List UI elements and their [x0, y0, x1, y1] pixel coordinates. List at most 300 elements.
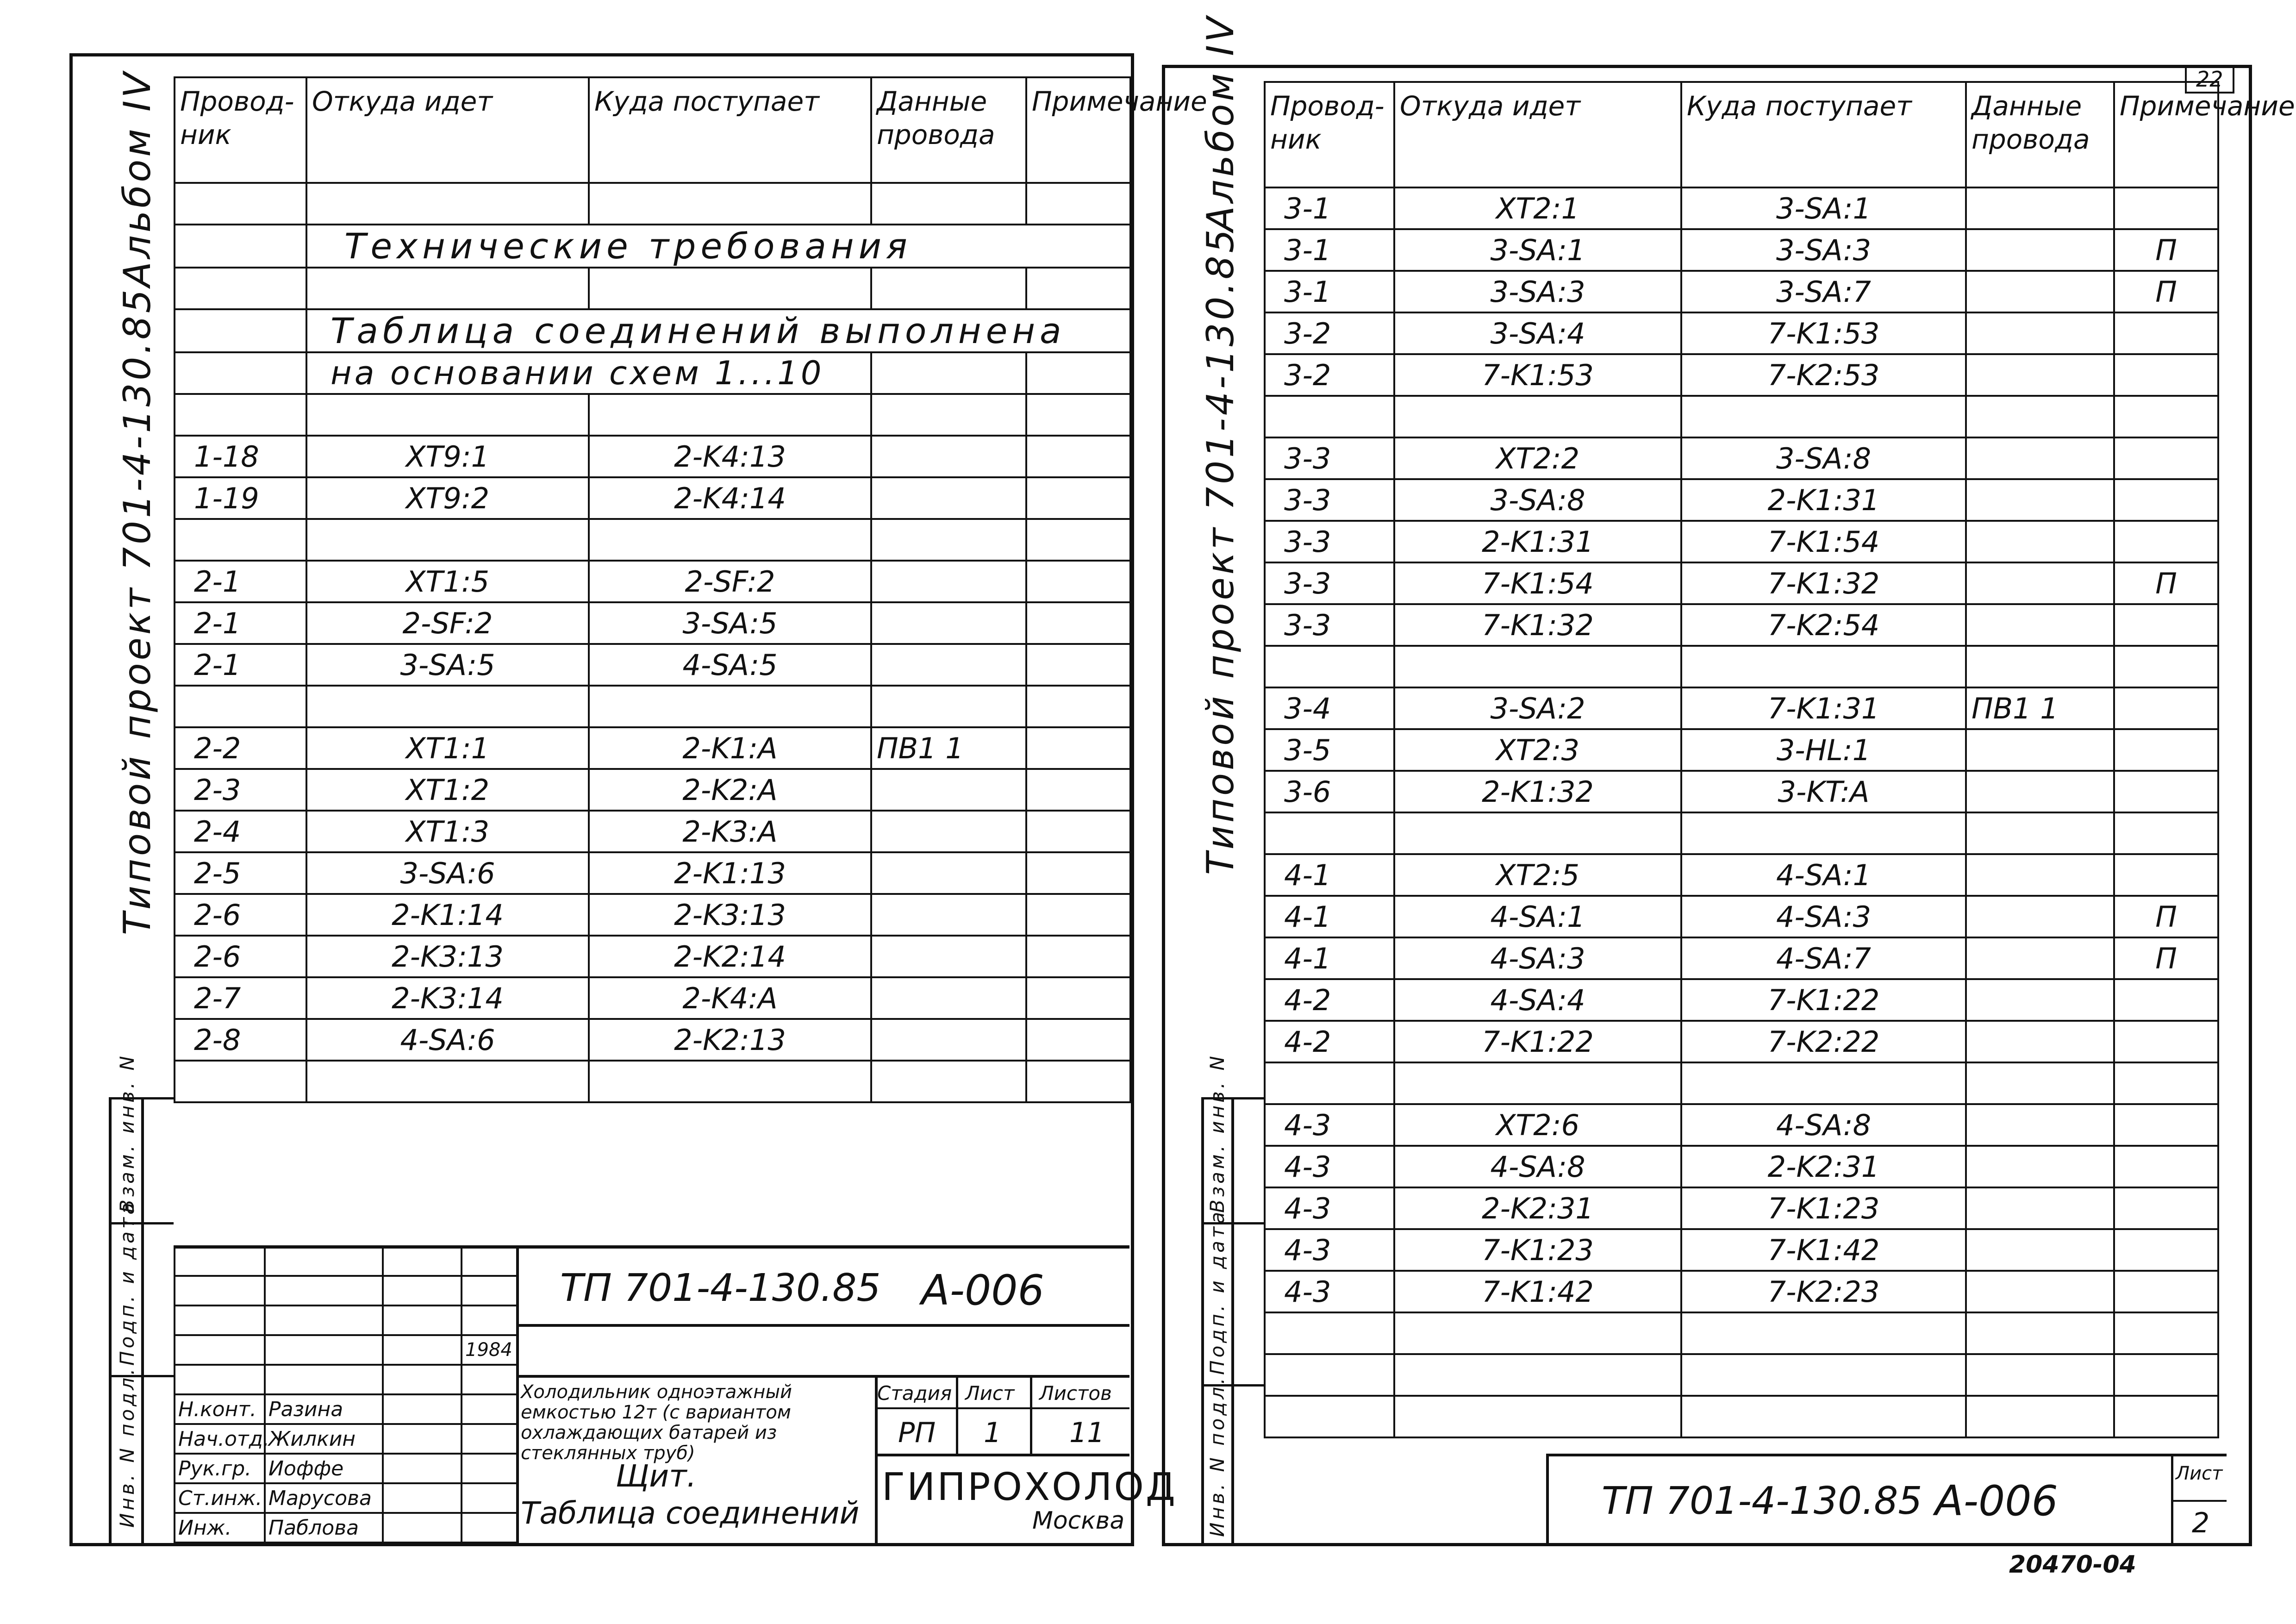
cell-wire-data: [1966, 1187, 2114, 1229]
stamp-role: Инж.: [175, 1513, 265, 1543]
cell-wire-data: [871, 602, 1026, 644]
right-doc-mark: А-006: [1935, 1477, 2058, 1525]
cell-note: П: [2114, 271, 2218, 312]
cell-note: [2114, 1229, 2218, 1271]
left-tb-v4: [1030, 1375, 1032, 1454]
table-row: [175, 1061, 1130, 1102]
cell-to: 2-K3:13: [589, 894, 871, 936]
cell-wire-data: [871, 686, 1026, 727]
cell-note: [2114, 646, 2218, 687]
table-row: [175, 727, 1130, 769]
stamp-date: [462, 1483, 517, 1513]
cell-wire-data: ПВ1 1: [1966, 687, 2114, 729]
table-row: [1265, 229, 2218, 271]
tech-req-line3: на основании схем 1...10: [306, 352, 871, 394]
cell-wire-data: [871, 436, 1026, 477]
col-wire: Провод-ник: [1265, 82, 1394, 187]
cell-note: [1026, 852, 1130, 894]
cell-wire: 3-6: [1265, 771, 1394, 812]
table-row: [1265, 396, 2218, 437]
cell-from: 3-SA:2: [1394, 687, 1681, 729]
cell-wire-data: [1966, 1104, 2114, 1146]
cell-wire-data: [871, 561, 1026, 602]
table-row: [1265, 562, 2218, 604]
cell-note: [2114, 1104, 2218, 1146]
cell-wire-data: [1966, 812, 2114, 854]
table-row: [1265, 521, 2218, 562]
cell-wire: 4-3: [1265, 1271, 1394, 1312]
cell-wire: [1265, 812, 1394, 854]
cell-from: XT2:1: [1394, 187, 1681, 229]
cell-note: [1026, 644, 1130, 686]
cell-note: [1026, 1061, 1130, 1102]
cell-wire-data: [871, 519, 1026, 561]
cell-wire: 3-5: [1265, 729, 1394, 771]
sign-date-left: Подп. и дата: [116, 1199, 138, 1366]
table-row: [1265, 1312, 2218, 1354]
stage-value: РП: [898, 1417, 936, 1449]
cell-from: 7-K1:54: [1394, 562, 1681, 604]
cell-to: 7-K1:53: [1681, 312, 1966, 354]
cell-note: [1026, 936, 1130, 977]
cell-wire: [175, 686, 306, 727]
inv-sub-right: Инв. N подл.: [1206, 1375, 1229, 1537]
cell-to: 7-K2:23: [1681, 1271, 1966, 1312]
table-row: [175, 686, 1130, 727]
cell-to: 7-K1:42: [1681, 1229, 1966, 1271]
org-city: Москва: [1032, 1507, 1125, 1535]
cell-from: 4-SA:3: [1394, 937, 1681, 979]
cell-from: [1394, 1312, 1681, 1354]
table-row: [175, 561, 1130, 602]
stamp-signature: [383, 1513, 462, 1543]
cell-wire-data: ПВ1 1: [871, 727, 1026, 769]
table-row: [175, 894, 1130, 936]
cell-note: [2114, 1146, 2218, 1187]
cell-from: XT9:1: [306, 436, 589, 477]
cell-to: [1681, 1396, 1966, 1437]
cell-to: 3-SA:8: [1681, 437, 1966, 479]
cell-to: [1681, 1312, 1966, 1354]
cell-note: [2114, 396, 2218, 437]
cell-to: 7-K2:53: [1681, 354, 1966, 396]
table-row: [1265, 854, 2218, 896]
cell-wire: [1265, 396, 1394, 437]
cell-note: П: [2114, 896, 2218, 937]
table-row: [1265, 354, 2218, 396]
cell-from: 7-K1:23: [1394, 1229, 1681, 1271]
cell-wire: 4-1: [1265, 896, 1394, 937]
cell-to: 2-K1:A: [589, 727, 871, 769]
cell-wire-data: [1966, 1396, 2114, 1437]
cell-wire-data: [1966, 1229, 2114, 1271]
cell-wire-data: [871, 852, 1026, 894]
drawing-name-1: Щит.: [616, 1458, 697, 1494]
cell-wire: 3-2: [1265, 354, 1394, 396]
cell-wire-data: [871, 811, 1026, 852]
cell-wire-data: [1966, 771, 2114, 812]
stamp-role: Рук.гр.: [175, 1454, 265, 1483]
stamp-row: [175, 1424, 517, 1454]
cell-to: 3-KT:A: [1681, 771, 1966, 812]
left-connection-table: [174, 76, 1207, 1103]
cell-note: [1026, 811, 1130, 852]
left-tb-h5: [875, 1407, 1129, 1409]
cell-wire: 3-3: [1265, 604, 1394, 646]
cell-wire: 4-3: [1265, 1146, 1394, 1187]
inv-replace-right: Взам. инв. N: [1206, 1053, 1229, 1213]
table-row: [1265, 687, 2218, 729]
cell-note: П: [2114, 229, 2218, 271]
cell-wire: 2-3: [175, 769, 306, 811]
cell-wire: 3-3: [1265, 562, 1394, 604]
stamp-signature: [383, 1483, 462, 1513]
cell-to: 4-SA:5: [589, 644, 871, 686]
cell-wire: 3-3: [1265, 479, 1394, 521]
table-row: [175, 811, 1130, 852]
left-tb-v3: [956, 1375, 958, 1454]
cell-wire-data: [1966, 937, 2114, 979]
cell-note: [1026, 561, 1130, 602]
cell-note: [2114, 1354, 2218, 1396]
cell-from: 4-SA:4: [1394, 979, 1681, 1021]
left-side-stamp-border-2: [141, 1097, 144, 1546]
cell-wire: [1265, 646, 1394, 687]
cell-wire-data: [1966, 1021, 2114, 1062]
cell-wire: 4-3: [1265, 1104, 1394, 1146]
cell-from: 2-K1:32: [1394, 771, 1681, 812]
table-row: [1265, 937, 2218, 979]
cell-wire: 3-2: [1265, 312, 1394, 354]
cell-wire-data: [871, 769, 1026, 811]
cell-to: 2-K1:31: [1681, 479, 1966, 521]
cell-to: 3-SA:7: [1681, 271, 1966, 312]
year: 1984: [462, 1335, 517, 1365]
cell-wire: 3-1: [1265, 187, 1394, 229]
cell-note: [2114, 729, 2218, 771]
cell-to: 7-K2:54: [1681, 604, 1966, 646]
cell-wire-data: [1966, 271, 2114, 312]
left-tb-h4: [875, 1454, 1129, 1456]
cell-wire-data: [1966, 187, 2114, 229]
cell-to: 7-K1:23: [1681, 1187, 1966, 1229]
cell-wire-data: [1966, 521, 2114, 562]
table-row: [1265, 1354, 2218, 1396]
table-row: [1265, 437, 2218, 479]
cell-note: [2114, 479, 2218, 521]
cell-from: 3-SA:5: [306, 644, 589, 686]
cell-from: 3-SA:4: [1394, 312, 1681, 354]
cell-note: [2114, 1271, 2218, 1312]
project-label-left: Типовой проект 701-4-130.85: [116, 287, 159, 935]
cell-wire-data: [871, 894, 1026, 936]
cell-note: [2114, 521, 2218, 562]
cell-wire: 2-1: [175, 602, 306, 644]
cell-wire-data: [1966, 979, 2114, 1021]
cell-note: [2114, 812, 2218, 854]
cell-note: [2114, 979, 2218, 1021]
cell-from: XT1:5: [306, 561, 589, 602]
cell-wire: 2-2: [175, 727, 306, 769]
cell-from: XT2:5: [1394, 854, 1681, 896]
cell-wire-data: [1966, 604, 2114, 646]
cell-wire: 3-4: [1265, 687, 1394, 729]
cell-wire: 3-3: [1265, 437, 1394, 479]
cell-wire-data: [1966, 479, 2114, 521]
stamp-date: [462, 1454, 517, 1483]
cell-note: [1026, 519, 1130, 561]
left-header-row: [175, 77, 1130, 183]
cell-wire: 2-4: [175, 811, 306, 852]
stamp-name: Жилкин: [265, 1424, 383, 1454]
col-to: Куда поступает: [589, 77, 871, 183]
cell-to: 2-K1:13: [589, 852, 871, 894]
col-wire-data: Данные провода: [1966, 82, 2114, 187]
cell-wire-data: [1966, 396, 2114, 437]
cell-from: 4-SA:8: [1394, 1146, 1681, 1187]
cell-to: 4-SA:8: [1681, 1104, 1966, 1146]
cell-from: XT9:2: [306, 477, 589, 519]
cell-wire: 2-8: [175, 1019, 306, 1061]
table-row: [1265, 896, 2218, 937]
cell-from: XT1:3: [306, 811, 589, 852]
cell-to: [1681, 1062, 1966, 1104]
table-row: [1265, 1104, 2218, 1146]
cell-wire-data: [1966, 1312, 2114, 1354]
cell-to: 7-K1:31: [1681, 687, 1966, 729]
cell-from: [306, 1061, 589, 1102]
table-row: [1265, 771, 2218, 812]
cell-note: [1026, 602, 1130, 644]
sheet-value: 1: [984, 1417, 1002, 1449]
cell-from: 7-K1:22: [1394, 1021, 1681, 1062]
table-row: [1265, 1062, 2218, 1104]
cell-to: 4-SA:1: [1681, 854, 1966, 896]
cell-wire-data: [1966, 1354, 2114, 1396]
right-side-stamp-border: [1201, 1097, 1204, 1546]
cell-note: П: [2114, 937, 2218, 979]
stamp-row: [175, 1483, 517, 1513]
table-row: [1265, 604, 2218, 646]
table-row: [175, 977, 1130, 1019]
cell-note: [1026, 1019, 1130, 1061]
cell-from: 2-K2:31: [1394, 1187, 1681, 1229]
cell-to: 3-SA:5: [589, 602, 871, 644]
drawing-name-2: Таблица соединений: [521, 1495, 860, 1531]
cell-note: [2114, 312, 2218, 354]
cell-note: П: [2114, 562, 2218, 604]
cell-to: [1681, 396, 1966, 437]
right-tb-h: [2171, 1500, 2227, 1502]
stamp-name: Паблова: [265, 1513, 383, 1543]
cell-wire-data: [1966, 562, 2114, 604]
project-label-right: Типовой проект 701-4-130.85: [1199, 226, 1242, 875]
cell-note: [2114, 854, 2218, 896]
tech-req-line2: Таблица соединений выполнена: [306, 309, 1130, 352]
cell-from: XT2:2: [1394, 437, 1681, 479]
right-tb-left: [1546, 1454, 1549, 1546]
album-label-left: Альбом IV: [116, 69, 159, 287]
cell-from: [1394, 396, 1681, 437]
stamp-signature: [383, 1424, 462, 1454]
table-row: [1265, 1187, 2218, 1229]
cell-to: [1681, 812, 1966, 854]
cell-from: 2-SF:2: [306, 602, 589, 644]
col-to: Куда поступает: [1681, 82, 1966, 187]
cell-from: 7-K1:32: [1394, 604, 1681, 646]
stamp-name: Разина: [265, 1394, 383, 1424]
cell-note: [1026, 894, 1130, 936]
table-row: [1265, 1146, 2218, 1187]
cell-from: [1394, 1354, 1681, 1396]
cell-from: 2-K1:31: [1394, 521, 1681, 562]
album-label-right: Альбом IV: [1199, 14, 1242, 231]
table-row: [1265, 271, 2218, 312]
stamp-name: Иоффе: [265, 1454, 383, 1483]
table-row: [175, 644, 1130, 686]
table-row: [175, 769, 1130, 811]
cell-from: [306, 686, 589, 727]
cell-note: [2114, 1021, 2218, 1062]
stamp-name: Марусова: [265, 1483, 383, 1513]
cell-to: 2-K3:A: [589, 811, 871, 852]
cell-wire: 2-6: [175, 936, 306, 977]
cell-to: 2-K4:13: [589, 436, 871, 477]
right-side-stamp-border-2: [1231, 1097, 1234, 1546]
table-row: [1265, 729, 2218, 771]
right-connection-table: [1264, 81, 2295, 1438]
cell-wire: [1265, 1354, 1394, 1396]
org-name: ГИПРОХОЛОД: [882, 1465, 1177, 1509]
cell-wire: 4-3: [1265, 1229, 1394, 1271]
cell-note: [1026, 727, 1130, 769]
sheets-label: Листов: [1039, 1382, 1112, 1405]
table-row: [1265, 1271, 2218, 1312]
cell-from: 7-K1:53: [1394, 354, 1681, 396]
bottom-code: 20470-04: [2009, 1551, 2136, 1579]
right-sheet-value: 2: [2192, 1507, 2210, 1539]
cell-to: 2-K4:A: [589, 977, 871, 1019]
right-sheet-label: Лист: [2176, 1463, 2223, 1484]
cell-to: 2-K4:14: [589, 477, 871, 519]
stamp-date: [462, 1513, 517, 1543]
cell-note: [2114, 187, 2218, 229]
cell-from: 7-K1:42: [1394, 1271, 1681, 1312]
right-tb-top: [1546, 1454, 2227, 1456]
stamp-row: [175, 1454, 517, 1483]
sheets-value: 11: [1069, 1417, 1105, 1449]
left-tb-h2: [516, 1324, 1129, 1327]
cell-from: [1394, 646, 1681, 687]
cell-to: 7-K1:54: [1681, 521, 1966, 562]
left-doc-mark: А-006: [921, 1266, 1044, 1315]
cell-to: [589, 686, 871, 727]
cell-wire: 4-2: [1265, 979, 1394, 1021]
col-note: Примечание: [2114, 82, 2218, 187]
table-row: [175, 852, 1130, 894]
right-header-row: [1265, 82, 2218, 187]
cell-to: 2-K2:A: [589, 769, 871, 811]
right-doc-code: ТП 701-4-130.85: [1602, 1479, 1922, 1523]
cell-note: [2114, 1312, 2218, 1354]
cell-wire-data: [871, 936, 1026, 977]
cell-to: 2-K2:31: [1681, 1146, 1966, 1187]
cell-to: 4-SA:3: [1681, 896, 1966, 937]
cell-from: 3-SA:6: [306, 852, 589, 894]
inv-replace-left: Взам. инв. N: [116, 1053, 138, 1213]
cell-wire: 2-1: [175, 644, 306, 686]
stamp-date: [462, 1424, 517, 1454]
stamp-date: [462, 1394, 517, 1424]
sign-date-right: Подп. и дата: [1206, 1209, 1229, 1375]
left-tb-h3: [516, 1375, 1129, 1378]
cell-wire: 3-3: [1265, 521, 1394, 562]
cell-from: [1394, 812, 1681, 854]
cell-note: [1026, 477, 1130, 519]
cell-wire: 1-18: [175, 436, 306, 477]
cell-note: [2114, 1062, 2218, 1104]
table-row: [175, 1019, 1130, 1061]
cell-to: 7-K1:22: [1681, 979, 1966, 1021]
left-side-stamp-border: [109, 1097, 112, 1546]
cell-wire: [1265, 1312, 1394, 1354]
tech-req-line1: Технические требования: [306, 225, 1130, 268]
table-row: [1265, 646, 2218, 687]
cell-note: [2114, 771, 2218, 812]
object-name: Холодильник одноэтажный емкостью 12т (с вариантом охлаждающих батарей из стеклянных труб): [521, 1381, 792, 1464]
col-from: Откуда идет: [306, 77, 589, 183]
cell-to: 3-HL:1: [1681, 729, 1966, 771]
cell-wire-data: [1966, 1271, 2114, 1312]
cell-from: XT2:3: [1394, 729, 1681, 771]
table-row: [175, 936, 1130, 977]
stamp-row: [175, 1513, 517, 1543]
cell-wire: 4-2: [1265, 1021, 1394, 1062]
cell-wire: 4-1: [1265, 937, 1394, 979]
cell-wire: 2-1: [175, 561, 306, 602]
table-row: [1265, 812, 2218, 854]
cell-from: 3-SA:3: [1394, 271, 1681, 312]
sheet-label: Лист: [965, 1382, 1015, 1405]
stamp-role: Н.конт.: [175, 1394, 265, 1424]
col-note: Примечание: [1026, 77, 1130, 183]
sheet-number-top: 22: [2185, 65, 2234, 94]
cell-wire-data: [871, 644, 1026, 686]
cell-from: 4-SA:1: [1394, 896, 1681, 937]
cell-wire: 1-19: [175, 477, 306, 519]
cell-wire-data: [1966, 312, 2114, 354]
table-row: [175, 436, 1130, 477]
cell-wire: 2-5: [175, 852, 306, 894]
cell-wire-data: [1966, 1146, 2114, 1187]
cell-wire-data: [1966, 646, 2114, 687]
cell-wire: 3-1: [1265, 271, 1394, 312]
cell-wire: [1265, 1062, 1394, 1104]
cell-from: 3-SA:8: [1394, 479, 1681, 521]
stamp-signature: [383, 1394, 462, 1424]
cell-from: 3-SA:1: [1394, 229, 1681, 271]
cell-wire: 2-7: [175, 977, 306, 1019]
cell-wire-data: [1966, 729, 2114, 771]
cell-wire: [175, 519, 306, 561]
stamp-role: Нач.отд.: [175, 1424, 265, 1454]
cell-note: [2114, 687, 2218, 729]
cell-note: [2114, 604, 2218, 646]
stage-label: Стадия: [877, 1382, 952, 1405]
col-from: Откуда идет: [1394, 82, 1681, 187]
cell-to: 2-SF:2: [589, 561, 871, 602]
cell-wire: [175, 1061, 306, 1102]
